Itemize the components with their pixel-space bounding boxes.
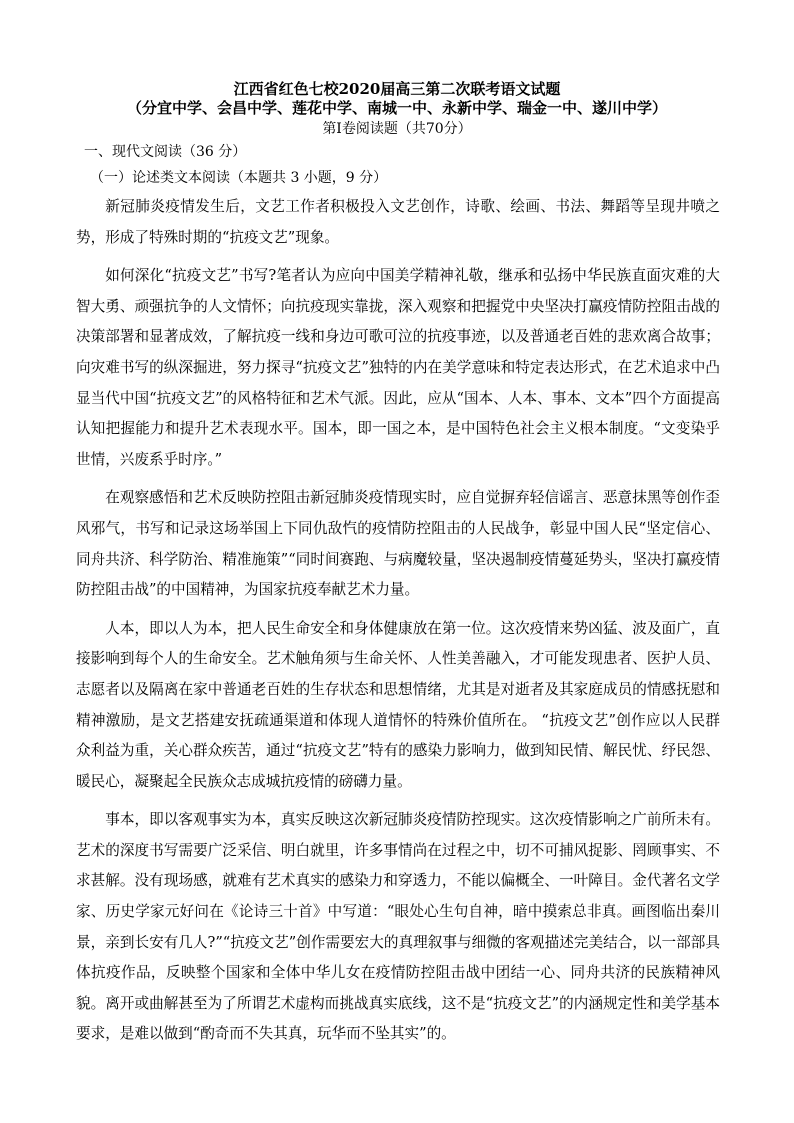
participating-schools: （分宜中学、会昌中学、莲花中学、南城一中、永新中学、瑞金一中、遂川中学） [126,99,667,117]
passage-body [76,192,720,1050]
paragraph: 如何深化“抗疫文艺”书写?笔者认为应向中国美学精神礼敬，继承和弘扬中华民族直面灾难的大智大勇、顽强抗争的人文情怀；向抗疫现实靠拢，深入观察和把握党中央坚决打赢疫情防控阻击战的决策部署和显著成效，了解抗疫一线和身边可歌可泣的抗疫事迹，以及普通老百姓的悲欢离合故事；向灾难书写的纵深掘进，努力探寻“抗疫文艺”独特的内在美学意味和特定表达形式，在艺术追求中凸显当代中国“抗疫文艺”的风格特征和艺术气派。因此，应从“国本、人本、事本、文本”四个方面提高认知把握能力和提升艺术表现水平。国本，即一国之本，是中国特色社会主义根本制度。“文变染乎世情，兴废系乎时序。” [76,267,720,468]
exam-title: 江西省红色七校2020届高三第二次联考语文试题 [233,80,561,98]
paragraph: 在观察感悟和艺术反映防控阻击新冠肺炎疫情现实时，应自觉摒弃轻信谣言、恶意抹黑等创作歪风邪气，书写和记录这场举国上下同仇敌忾的疫情防控阻击的人民战争，彰显中国人民“坚定信心、同舟共济、科学防治、精准施策”“同时间赛跑、与病魔较量，坚决遏制疫情蔓延势头，坚决打赢疫情防控阻击战”的中国精神，为国家抗疫奉献艺术力量。 [76,489,720,599]
paragraph: 新冠肺炎疫情发生后，文艺工作者积极投入文艺创作，诗歌、绘画、书法、舞蹈等呈现井喷之势，形成了特殊时期的“抗疫文艺”现象。 [76,198,720,246]
section-heading: 一、现代文阅读（36 分） [84,144,247,160]
subsection-heading: （一）论述类文本阅读（本题共 3 小题，9 分） [90,170,388,186]
volume-heading: 第Ⅰ卷阅读题（共70分） [322,121,472,137]
paragraph: 事本，即以客观事实为本，真实反映这次新冠肺炎疫情防控现实。这次疫情影响之广前所未有。艺术的深度书写需要广泛采信、明白就里，许多事情尚在过程之中，切不可捕风捉影、罔顾事实、不求甚解。没有现场感，就难有艺术真实的感染力和穿透力，不能以偏概全、一叶障目。金代著名文学家、历史学家元好问在《论诗三十首》中写道：“眼处心生句自神，暗中摸索总非真。画图临出秦川景，亲到长安有几人?”“抗疫文艺”创作需要宏大的真理叙事与细微的客观描述完美结合，以一部部具体抗疫作品，反映整个国家和全体中华儿女在疫情防控阻击战中团结一心、同舟共济的民族精神风貌。离开或曲解甚至为了所谓艺术虚构而挑战真实底线，这不是“抗疫文艺”的内涵规定性和美学基本要求，是难以做到“酌奇而不失其真，玩华而不坠其实”的。 [76,811,720,1043]
paragraph: 人本，即以人为本，把人民生命安全和身体健康放在第一位。这次疫情来势凶猛、波及面广，直接影响到每个人的生命安全。艺术触角须与生命关怀、人性美善融入，才可能发现患者、医护人员、志愿者以及隔离在家中普通老百姓的生存状态和思想情绪，尤其是对逝者及其家庭成员的情感抚慰和精神激励，是文艺搭建安抚疏通渠道和体现人道情怀的特殊价值所在。 “抗疫文艺”创作应以人民群众利益为重，关心群众疾苦，通过“抗疫文艺”特有的感染力影响力，做到知民情、解民忧、纾民怨、暖民心，凝聚起全民族众志成城抗疫情的磅礴力量。 [76,619,720,790]
